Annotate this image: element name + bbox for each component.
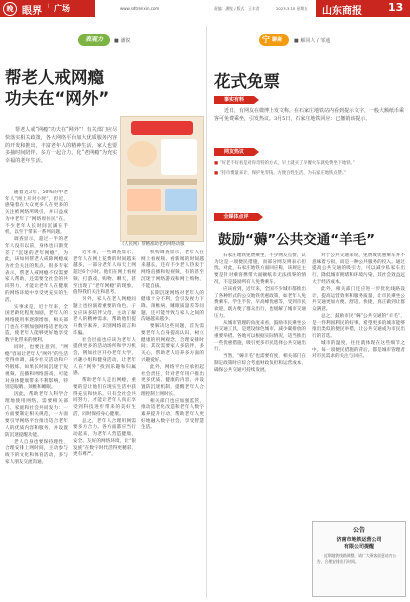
author-line-right: ■ 解同人 / 邹通 bbox=[294, 38, 331, 44]
right-article-column-1 bbox=[214, 253, 306, 594]
lead-paragraph: 帮老人戒“网瘾”功夫在“网外”！有关部门应尽快落实相关政策，各大网络平台加大优质服务内容的开发和推出，丰富老年人的精神生活，家人也要多抽时间陪伴，多方一起合力，化“老网瘾”为充实幸福的老年生活。 bbox=[5, 127, 118, 165]
notice-line-2: 有限公司提醒 bbox=[343, 544, 374, 550]
right-article-column-2 bbox=[312, 253, 405, 515]
paragraph: 社会层面也应该为老年人提供更多的活动场所和学习机会，例如社区开办老年大学、兴趣小组和健身活动，让老年人在“网外”找到乐趣和归属感。 bbox=[73, 337, 136, 377]
infographic-image bbox=[120, 116, 204, 242]
header-right-bar bbox=[316, 0, 410, 17]
paragraph: 另外，家人在老人网瘾问题上也扮演着重要的角色。子女应该多陪伴父母，主动了解老人的精神需求，帮助他们提升数字素养，识别网络谣言和诈骗。 bbox=[73, 297, 136, 336]
author-line-left: ■ 潘锐 bbox=[114, 38, 131, 44]
infographic-figure bbox=[127, 141, 157, 167]
quote-2: ■ “持币惯量来计，保护免零钱，方便百姓生活，为石家庄地铁点赞。” bbox=[214, 171, 347, 176]
paragraph: 此外，相关部门还应进一步优化线路设计，提高运营效率和服务质量，让市民乘坐公共交通更加方便、舒适、快捷，真正做到让群众满意。 bbox=[312, 286, 405, 312]
paragraph: 机构调查显示，老年人在网上看视频、看新闻的时间越来越长，还有不少老人热衷于网络直播和短视频，有的甚至沉迷于网络游戏和网上购物，不能自拔。 bbox=[141, 250, 204, 289]
infographic-banner bbox=[131, 121, 193, 135]
paragraph: 要解决这些问题，首先需要老年人自身提高认识，树立健康的用网观念，合理安排时间；其次需要家人多陪伴、多关心，帮助老人培养多方面的兴趣爱好。 bbox=[141, 324, 204, 363]
paragraph: 总之，老年人合理用网需要多方合力。各方面都应当行动起来，为老年人营造健康、安全、友好的网络环境，让“银发族”在数字时代活得更精彩、更有尊严。 bbox=[73, 418, 136, 458]
commentary-headline: 鼓励“薅”公共交通“羊毛” bbox=[218, 232, 375, 248]
section-ribbon-facts: 事实有料 bbox=[214, 96, 254, 104]
column-badge-left: 表观力 bbox=[78, 34, 110, 46]
paragraph: 近年来，一些调查显示，老年人在网上花费的时间越来越多，一部分老年人每天上网超过6个小时。他们在网上看视频、打游戏、购物、聊天，甚至出现了“老年网瘾”的现象，值得我们关注和思考。 bbox=[73, 250, 136, 296]
paragraph: 相关部门也应加强监管，推动适老化改造和老年人数字素养提升行动，帮助老年人更好地融入数字社会，享受智慧生活。 bbox=[141, 398, 204, 431]
left-article-column-1 bbox=[5, 190, 68, 594]
infographic-phone bbox=[161, 139, 197, 175]
section-name: 广场 bbox=[54, 4, 70, 13]
headline-right: 花式免票 bbox=[214, 72, 280, 91]
notice-body: 近期地铁线路调整，请广大乘客留意站内公告，合理安排出行时间。 bbox=[317, 553, 397, 564]
paper-name: 山东商报 bbox=[322, 6, 362, 17]
paragraph: 实事求是，近十年来，全国老龄化程度加剧，老年人的网络使用率逐渐增加，相关部门也在不断加强网络适老化改造，使老年人能够更好地享受数字化带来的便利。 bbox=[5, 304, 68, 344]
quote-mark-icon: ■ bbox=[214, 171, 220, 176]
issue-date: 2023.3.10 星期五 bbox=[276, 6, 308, 11]
headline-left-line-1: 帮老人戒网瘾 bbox=[5, 68, 104, 87]
column-badge-right: 宁 聊斋 bbox=[259, 34, 289, 46]
fact-paragraph: 近日，有网友在微博上发文称，在石家庄地铁站内看到提示文字，一般大额纸币乘客可免费乘坐，引发热议。3月5日，石家庄地铁回应：已撤销该提示。 bbox=[214, 108, 405, 122]
section-ribbon-comments: 网友热议 bbox=[214, 148, 254, 156]
paragraph: 石家庄地铁免费乘坐，不少网友点赞，认为这是一项便民措施，而部分网友则表示担忧。对此，石家庄地铁方面回应称，该规定主要是针对乘客携带大面额纸币无法找零的情况，不是鼓励所有人免费乘车。 bbox=[214, 253, 306, 285]
site-url: www.sdtrenxin.com bbox=[120, 6, 160, 11]
column-name: 眼界 bbox=[22, 6, 42, 17]
paragraph: 老人自身也要保持理性，合理安排上网时间，主动参与线下的文化和体育活动，多与家人朋友交流沟通。 bbox=[5, 439, 68, 465]
quote-1: ■ “好老不好看是对你奇特的方式，早上就买了早餐火车就免费坐下地铁。” bbox=[214, 161, 355, 166]
notice-line-1: 济南市地铁运营公司 bbox=[336, 537, 382, 543]
page-number: 13 bbox=[388, 1, 404, 14]
paragraph: 长期沉迷网络对老年人的健康十分不利，会引发视力下降、颈椎病、睡眠质量差等问题，还可能导致与家人之间的沟通越来越少。 bbox=[141, 290, 204, 323]
paragraph: 同时，也要注意到，“网瘾”容易让老年人“网外”的生活变得单调，减少社交活动和户外锻炼。如果长时间沉迷于短视频、直播和网络游戏，可能对身体健康带来不利影响，特别是眼睛、颈椎和睡眠。 bbox=[5, 345, 68, 391]
headline-left bbox=[5, 67, 109, 109]
notice-title: 公告 bbox=[352, 527, 365, 534]
left-article-column-2 bbox=[73, 250, 136, 594]
editor-line: 责编：潘锐 / 版式：王丰君 bbox=[214, 6, 260, 11]
newspaper-logo: 晚 bbox=[3, 2, 17, 16]
headline-left-line-2: 功夫在“网外” bbox=[5, 89, 110, 108]
paragraph: 帮助老年人走出网瘾，重要的是让他们在现实生活中获得充实和快乐。只有全社会共同努力，才能让老年人真正享受到科技进步带来的美好生活，同时保持身心健康。 bbox=[73, 378, 136, 417]
column-divider bbox=[206, 26, 207, 598]
paragraph: 此外，网络平台应承担起社会责任，针对老年用户推出更多优质、健康的内容，并设置防沉迷机制，提醒老年人合理控制上网时长。 bbox=[141, 364, 204, 397]
header-left-bar: 晚 眼界 | 广场 bbox=[0, 0, 95, 17]
netizen-quotes bbox=[214, 160, 404, 177]
quote-mark-icon: ■ bbox=[214, 161, 220, 166]
paragraph: 从城市管理的角度来看，鼓励市民乘坐公共交通工具，是建设绿色城市、减少碳排放的重要举措。各地可以根据实际情况，适当推出一些优惠措施，吸引更多市民选择公共交通出行。 bbox=[214, 320, 306, 353]
left-article-column-3 bbox=[141, 250, 204, 594]
paragraph: 因此，帮助老年人科学合理地使用网络，需要相关部门、家庭和社会共同发力：一方面要制定相关规范，一方面要引导网络平台推出适合老年人的优质内容和服务，并设置防沉迷提醒功能。 bbox=[5, 392, 68, 438]
paragraph: 随着近3年，50%的中老年人“网上开对小时”，但近，感染着在大众更多人在更多的关注被网络所吸引，并日益成为中老年了“网络原住民”在。不少老年人长时间沉溺在手机，以至于带来一系列问题。 bbox=[5, 190, 68, 236]
paragraph: 应该看到，近年来，全国不少城市都推出了各种形式的公交地铁优惠政策，如老年人免费乘车、学生半价、早高峰优惠等，受到市民欢迎，既方便了群众出行，也缓解了城市交通压力。 bbox=[214, 286, 306, 319]
paragraph: 城市的温度，往往就体现在这些细节之中。每一项便民措施的背后，都是城市管理者对市民需求的关注与回应。 bbox=[312, 341, 405, 360]
notice-box bbox=[312, 521, 406, 597]
paragraph: 对于公共交通来说，免费或优惠乘车并不意味着亏损，而是一种公共服务的投入。通过提高公共交通的吸引力，可以减少私家车出行，降低城市拥堵和环境污染，其社会效益远大于经济成本。 bbox=[312, 253, 405, 285]
paragraph: 调查显示，超过一半的老年人没有以前，身体也日渐变差了“沉迷的老年网瘾”，为此，该如何帮老人戒除网瘾成为社会关注的焦点。很多专家表示，帮老人戒网瘾不仅需要家人帮助，还需要全社会的共同努力，才能让老年人在健康的网络环境中享受更充实的生活。 bbox=[5, 237, 68, 303]
paragraph: 总之，鼓励市民“薅”公共交通的“羊毛”，是一件利国利民的好事。希望更多的城市能够推出类似的便民举措，让公共交通成为市民出行的首选。 bbox=[312, 313, 405, 340]
image-caption: 《人民网》帮精准助老的网络动服 bbox=[120, 242, 185, 247]
paragraph: 当然，“薅羊毛”也需要有度，相关部门在制定政策时应综合考虑财政负担和运营成本，确保公共交通可持续发展。 bbox=[214, 354, 306, 373]
section-ribbon-commentary: 全媒体点评 bbox=[214, 213, 258, 221]
